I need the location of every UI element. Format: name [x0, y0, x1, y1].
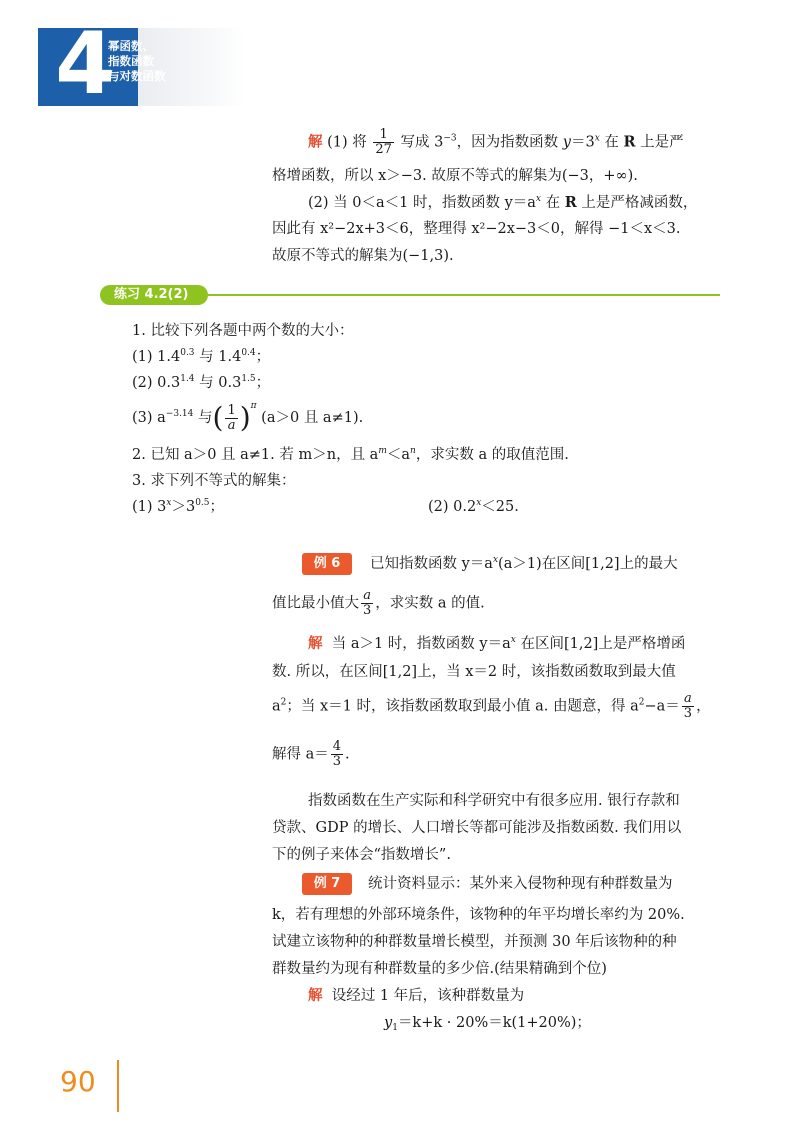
example-6-solution-4: 解得 a＝ $\frac{4}{3}$ . [272, 739, 350, 769]
exercise-q1-1: (1) $1.4^{0.3}$ 与 $1.4^{0.4}$； [132, 348, 271, 365]
exercise-q1-2: (2) $0.3^{1.4}$ 与 $0.3^{1.5}$； [132, 374, 271, 391]
example-6-line-2: 值比最小值大 $\frac{a}{3}$ ，求实数 a 的值. [272, 588, 485, 618]
exercise-q1-3: (3) $a^{-3.14}$ 与( $\frac{1}{a}$ )$^\pi$ (a＞0 且 a≠1). [132, 401, 364, 434]
example-7-line-2: k，若有理想的外部环境条件，该物种的年平均增长率约为 20%. [272, 907, 685, 923]
chapter-title: 幂函数、 指数函数 与对数函数 [108, 39, 166, 83]
exercise-q1: 1. 比较下列各题中两个数的大小： [132, 323, 354, 339]
exercise-q2: 2. 已知 a＞0 且 a≠1. 若 m＞n，且 $a^m<a^n$，求实数 a 的取值范围. [132, 446, 569, 463]
solution-line-2: 格增函数，所以 x＞−3. 故原不等式的解集为(−3，+∞). [272, 168, 638, 184]
example-7-line-1: 统计资料显示：某外来入侵物种现有种群数量为 [368, 876, 673, 892]
solution-label: 解 [308, 134, 323, 151]
example-7-line-3: 试建立该物种的种群数量增长模型，并预测 30 年后该物种的种 [272, 934, 677, 950]
solution-line-4: 因此有 x²−2x+3＜6，整理得 x²−2x−3＜0，解得 −1＜x＜3. [272, 221, 681, 237]
example-6-badge: 例 6 [302, 553, 352, 575]
page-number-rule [117, 1060, 119, 1112]
exercise-title: 练习 4.2(2) [100, 285, 208, 305]
example-7-line-4: 群数量约为现有种群数量的多少倍.(结果精确到个位) [272, 961, 607, 977]
example-6-line-1: 已知指数函数 $y=a^x(a>1)$在区间[1,2]上的最大 [370, 555, 678, 572]
chapter-number: 4 [55, 14, 115, 114]
example-6-solution-3: $a^2$；当 x＝1 时，该指数函数取到最小值 a. 由题意，得 $a^2-a=$ $\frac{a}{3}$ ， [272, 691, 711, 721]
exercise-q3: 3. 求下列不等式的解集： [132, 473, 296, 489]
page-number: 90 [60, 1065, 96, 1098]
example-7-badge: 例 7 [302, 873, 352, 895]
example-7-equation: $y_1=k+k \cdot 20\%=k(1+20\%)$； [384, 1015, 591, 1033]
paragraph-line-3: 下的例子来体会“指数增长”. [272, 847, 451, 863]
exercise-q3-2: (2) $0.2^x<25$. [428, 498, 519, 515]
exercise-q3-1: (1) $3^x>3^{0.5}$； [132, 498, 225, 515]
example-6-solution-2: 数. 所以，在区间[1,2]上，当 x＝2 时，该指数函数取到最大值 [272, 664, 676, 680]
solution-line-5: 故原不等式的解集为(−1,3). [272, 248, 454, 264]
paragraph-line-1: 指数函数在生产实际和科学研究中有很多应用. 银行存款和 [308, 793, 680, 809]
exercise-rule [200, 294, 720, 296]
example-6-solution-1: 解 当 a＞1 时，指数函数 $y=a^x$ 在区间[1,2]上是严格增函 [308, 635, 686, 652]
solution-line-3: (2) 当 0＜a＜1 时，指数函数 $y=a^x$ 在 R 上是严格减函数， [308, 194, 698, 211]
fraction: $\frac{1}{27}$ [375, 127, 392, 157]
paragraph-line-2: 贷款、GDP 的增长、人口增长等都可能涉及指数函数. 我们用以 [272, 820, 682, 836]
solution-line-1: 解 (1) 将 $\frac{1}{27}$ 写成 $3^{-3}$，因为指数函数 $y=3^x$ 在 R 上是严 [308, 127, 684, 157]
example-7-solution-1: 解 设经过 1 年后，该种群数量为 [308, 988, 525, 1004]
